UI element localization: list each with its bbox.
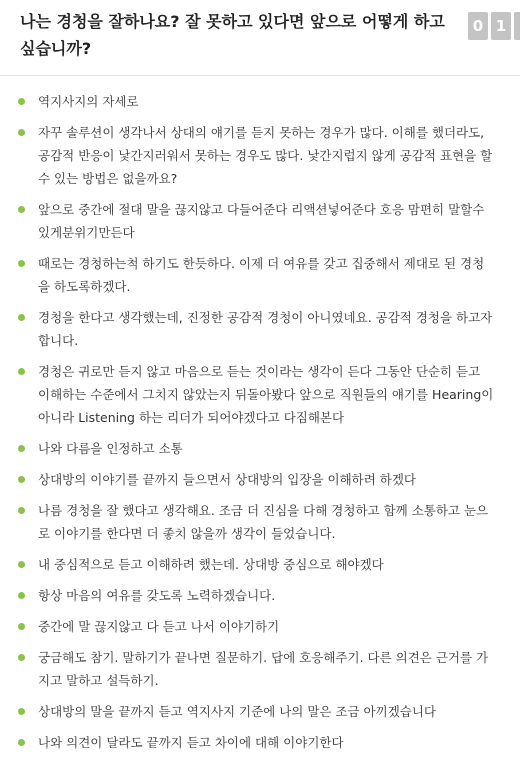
response-item bbox=[0, 731, 520, 754]
response-item bbox=[0, 306, 520, 352]
response-text: 중간에 말 끊지않고 다 듣고 나서 이야기하기 bbox=[38, 619, 280, 634]
response-text: 자꾸 솔루션이 생각나서 상대의 얘기를 듣지 못하는 경우가 많다. 이해를 했더라도, 공감적 반응이 낯간지러워서 못하는 경우도 많다. 낯간지럽지 않게 공감적 표현을 할 수 있는 방법은 없을까요? bbox=[38, 125, 493, 186]
response-text: 때로는 경청하는척 하기도 한듯하다. 이제 더 여유를 갖고 집중해서 제대로 된 경청을 하도록하겠다. bbox=[38, 256, 485, 294]
bullet-dot-icon bbox=[18, 445, 25, 452]
response-item bbox=[0, 252, 520, 298]
response-item bbox=[0, 584, 520, 607]
response-text: 궁금해도 참기. 말하기가 끝나면 질문하기. 답에 호응해주기. 다른 의견은 근거를 가지고 말하고 설득하기. bbox=[38, 650, 489, 688]
response-text: 경청을 한다고 생각했는데, 진정한 공감적 경청이 아니였네요. 공감적 경청을 하고자 합니다. bbox=[38, 310, 493, 348]
bullet-dot-icon bbox=[18, 368, 25, 375]
response-list bbox=[0, 90, 520, 762]
question-header bbox=[0, 0, 520, 76]
response-item bbox=[0, 646, 520, 692]
response-item bbox=[0, 437, 520, 460]
response-counter bbox=[468, 12, 520, 40]
response-item bbox=[0, 90, 520, 113]
response-item bbox=[0, 499, 520, 545]
response-item bbox=[0, 615, 520, 638]
response-text: 나와 의견이 달라도 끝까지 듣고 차이에 대해 이야기한다 bbox=[38, 735, 344, 750]
response-item bbox=[0, 121, 520, 190]
counter-digit: 1 bbox=[491, 12, 511, 40]
response-item bbox=[0, 360, 520, 429]
bullet-dot-icon bbox=[18, 654, 25, 661]
response-item bbox=[0, 553, 520, 576]
bullet-dot-icon bbox=[18, 260, 25, 267]
response-text: 나와 다름을 인정하고 소통 bbox=[38, 441, 183, 456]
response-text: 상대방의 말을 끝까지 듣고 역지사지 기준에 나의 말은 조금 아끼겠습니다 bbox=[38, 704, 437, 719]
response-item bbox=[0, 468, 520, 491]
bullet-dot-icon bbox=[18, 623, 25, 630]
bullet-dot-icon bbox=[18, 561, 25, 568]
bullet-dot-icon bbox=[18, 314, 25, 321]
response-text: 상대방의 이야기를 끝까지 들으면서 상대방의 입장을 이해하려 하겠다 bbox=[38, 472, 416, 487]
response-item bbox=[0, 198, 520, 244]
bullet-dot-icon bbox=[18, 592, 25, 599]
counter-digit bbox=[514, 12, 520, 40]
bullet-dot-icon bbox=[18, 206, 25, 213]
response-text: 항상 마음의 여유를 갖도록 노력하겠습니다. bbox=[38, 588, 276, 603]
counter-digit: 0 bbox=[468, 12, 488, 40]
bullet-dot-icon bbox=[18, 476, 25, 483]
response-text: 내 중심적으로 듣고 이해하려 했는데. 상대방 중심으로 해야겠다 bbox=[38, 557, 384, 572]
response-text: 역지사지의 자세로 bbox=[38, 94, 139, 109]
bullet-dot-icon bbox=[18, 507, 25, 514]
response-text: 앞으로 중간에 절대 말을 끊지않고 다들어준다 리액션넣어준다 호응 맘편히 말할수있게분위기만든다 bbox=[38, 202, 485, 240]
bullet-dot-icon bbox=[18, 98, 25, 105]
response-text: 나름 경청을 잘 했다고 생각해요. 조금 더 진심을 다해 경청하고 함께 소통하고 눈으로 이야기를 한다면 더 좋치 않을까 생각이 들었습니다. bbox=[38, 503, 489, 541]
bullet-dot-icon bbox=[18, 129, 25, 136]
response-text: 경청은 귀로만 듣지 않고 마음으로 듣는 것이라는 생각이 든다 그동안 단순히 듣고 이해하는 수준에서 그치지 않았는지 뒤돌아봤다 앞으로 직원들의 얘기를 Hearing이 아니라 Listening 하는 리더가 되어야겠다고 다짐해본다 bbox=[38, 364, 494, 425]
bullet-dot-icon bbox=[18, 739, 25, 746]
question-title: 나는 경청을 잘하나요? 잘 못하고 있다면 앞으로 어떻게 하고 싶습니까? bbox=[20, 12, 445, 58]
